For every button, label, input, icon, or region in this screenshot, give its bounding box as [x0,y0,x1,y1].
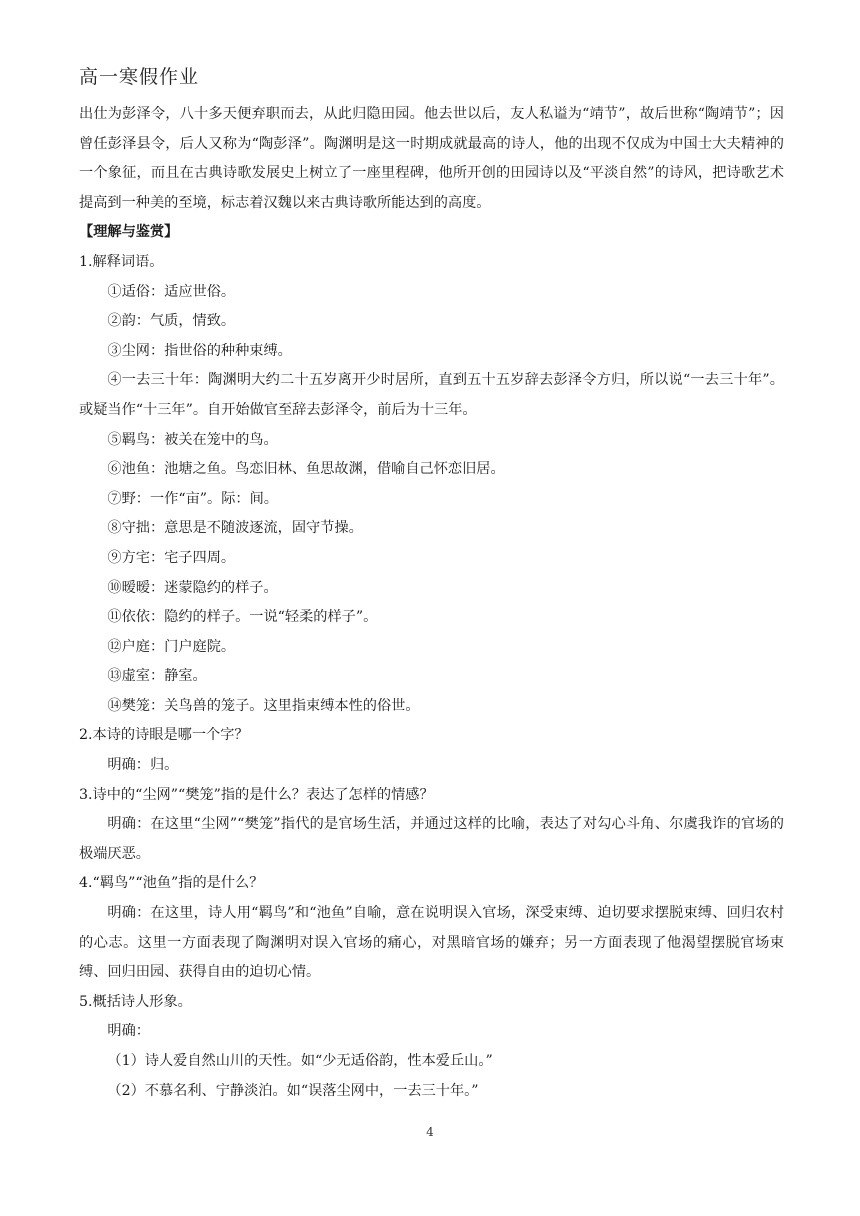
definition-item: ①适俗：适应世俗。 [107,283,236,300]
definition-item: ②韵：气质，情致。 [107,313,236,330]
definition-item: ⑬虚室：静室。 [107,668,207,685]
question-5-point: （1）诗人爱自然山川的天性。如“少无适俗韵，性本爱丘山。” [107,1053,493,1069]
question-5-answer-label: 明确： [107,1023,150,1040]
definition-item: ⑧守拙：意思是不随波逐流，固守节操。 [107,520,363,537]
question-3-answer: 明确：在这里“尘网”“樊笼”指代的是官场生活，并通过这样的比喻，表达了对勾心斗角、尔虞我诈的官场的极端厌恶。 [79,816,784,862]
definition-item: ⑭樊笼：关鸟兽的笼子。这里指束缚本性的俗世。 [107,697,420,714]
definition-item: ⑫户庭：门户庭院。 [107,638,236,655]
page-number: 4 [426,1125,434,1139]
question-3-title: 3.诗中的“尘网”“樊笼”指的是什么？表达了怎样的情感？ [79,786,434,803]
definition-item: ④一去三十年：陶渊明大约二十五岁离开少时居所，直到五十五岁辞去彭泽令方归，所以说“一去三十年”。或疑当作“十三年”。自开始做官至辞去彭泽令，前后为十三年。 [79,372,784,418]
question-5-title: 5.概括诗人形象。 [79,993,192,1010]
header-title: 高一寒假作业 [79,66,200,88]
question-2-title: 2.本诗的诗眼是哪一个字？ [79,727,249,744]
question-5-point: （2）不慕名利、宁静淡泊。如“误落尘网中，一去三十年。” [107,1082,479,1099]
intro-paragraph: 出仕为彭泽令，八十多天便弃职而去，从此归隐田园。他去世以后，友人私谥为“靖节”，故后世称“陶靖节”；因曾任彭泽县令，后人又称为“陶彭泽”。陶渊明是这一时期成就最高的诗人，他的出现不仅成为中国士大夫精神的一个象征，而且在古典诗歌发展史上树立了一座里程碑，他所开创的田园诗以及“平淡自然”的诗风，把诗歌艺术提高到一种美的至境，标志着汉魏以来古典诗歌所能达到的高度。 [79,106,784,211]
definition-item: ⑥池鱼：池塘之鱼。鸟恋旧林、鱼思故渊，借喻自己怀恋旧居。 [107,461,505,478]
question-1-title: 1.解释词语。 [79,253,164,270]
question-4-answer: 明确：在这里，诗人用“羁鸟”和“池鱼”自喻，意在说明误入官场，深受束缚、迫切要求摆脱束缚、回归农村的心志。这里一方面表现了陶渊明对误入官场的痛心，对黑暗官场的嫌弃；另一方面表现了他渴望摆脱官场束缚、回归田园、获得自由的迫切心情。 [79,905,784,981]
definition-item: ③尘网：指世俗的种种束缚。 [107,342,292,359]
document-body [79,100,784,1106]
section-heading: 【理解与鉴赏】 [79,224,179,241]
question-4-title: 4.“羁鸟”“池鱼”指的是什么？ [79,875,264,892]
definition-item: ⑪依依：隐约的样子。一说“轻柔的样子”。 [107,609,378,626]
definition-item: ⑦野：一作“亩”。际：间。 [107,490,278,507]
definition-item: ⑤羁鸟：被关在笼中的鸟。 [107,431,278,448]
question-2-answer: 明确：归。 [107,757,179,774]
definition-item: ⑩暧暧：迷蒙隐约的样子。 [107,579,278,596]
definition-item: ⑨方宅：宅子四周。 [107,549,236,566]
